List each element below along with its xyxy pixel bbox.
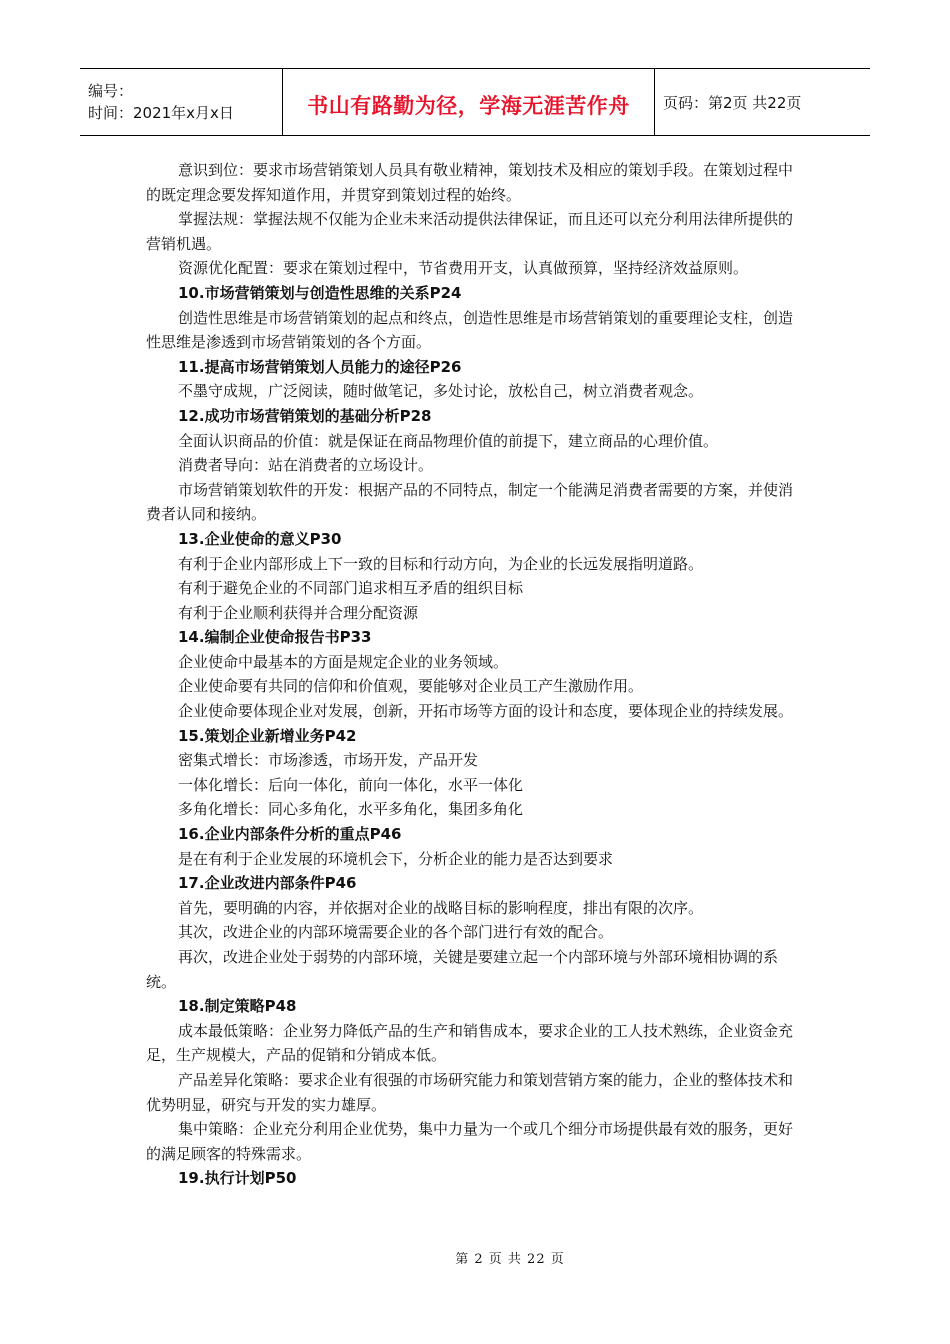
body-paragraph: 再次，改进企业处于弱势的内部环境，关键是要建立起一个内部环境与外部环境相协调的系统。 [146, 948, 779, 991]
page-info: 页码：第2页 共22页 [663, 93, 802, 112]
page-footer: 第 2 页 共 22 页 [455, 1252, 565, 1267]
body-paragraph: 产品差异化策略：要求企业有很强的市场研究能力和策划营销方案的能力，企业的整体技术和优势明显，研究与开发的实力雄厚。 [146, 1070, 794, 1114]
body-paragraph: 有利于避免企业的不同部门追求相互矛盾的组织目标 [178, 579, 524, 598]
body-paragraph: 多角化增长：同心多角化，水平多角化，集团多角化 [178, 800, 524, 819]
body-paragraph: 首先，要明确的内容，并依据对企业的战略目标的影响程度，排出有限的次序。 [178, 898, 704, 917]
body-paragraph: 集中策略：企业充分利用企业优势，集中力量为一个或几个细分市场提供最有效的服务，更好的满足顾客的特殊需求。 [146, 1120, 794, 1163]
motto: 书山有路勤为径，学海无涯苦作舟 [307, 94, 630, 118]
section-heading: 12.成功市场营销策划的基础分析P28 [178, 406, 432, 425]
body-paragraph: 意识到位：要求市场营销策划人员具有敬业精神，策划技术及相应的策划手段。在策划过程中的既定理念要发挥知道作用，并贯穿到策划过程的始终。 [146, 161, 794, 204]
section-heading: 19.执行计划P50 [178, 1169, 297, 1188]
body-paragraph: 不墨守成规，广泛阅读，随时做笔记，多处讨论，放松自己，树立消费者观念。 [178, 382, 704, 401]
body-paragraph: 成本最低策略：企业努力降低产品的生产和销售成本，要求企业的工人技术熟练，企业资金充足，生产规模大，产品的促销和分销成本低。 [146, 1021, 794, 1065]
section-heading: 17.企业改进内部条件P46 [178, 874, 357, 893]
time-label: 时间：2021年x月x日 [88, 104, 234, 122]
body-paragraph: 有利于企业内部形成上下一致的目标和行动方向，为企业的长远发展指明道路。 [178, 554, 704, 573]
body-paragraph: 是在有利于企业发展的环境机会下，分析企业的能力是否达到要求 [178, 849, 614, 868]
section-heading: 11.提高市场营销策划人员能力的途径P26 [178, 357, 462, 376]
section-heading: 13.企业使命的意义P30 [178, 529, 342, 548]
section-heading: 14.编制企业使命报告书P33 [178, 628, 372, 647]
body-paragraph: 消费者导向：站在消费者的立场设计。 [178, 456, 434, 475]
section-heading: 16.企业内部条件分析的重点P46 [178, 825, 402, 844]
body-paragraph: 资源优化配置：要求在策划过程中，节省费用开支，认真做预算，坚持经济效益原则。 [178, 259, 749, 278]
body-paragraph: 全面认识商品的价值：就是保证在商品物理价值的前提下，建立商品的心理价值。 [178, 431, 719, 450]
body-paragraph: 密集式增长：市场渗透，市场开发，产品开发 [178, 751, 479, 770]
header-page-info-cell [655, 69, 870, 135]
body-paragraph: 企业使命中最基本的方面是规定企业的业务领域。 [178, 652, 509, 671]
header-meta [80, 69, 283, 135]
header-motto-cell [283, 69, 655, 135]
body-paragraph: 企业使命要有共同的信仰和价值观，要能够对企业员工产生激励作用。 [178, 677, 644, 696]
body-paragraph: 市场营销策划软件的开发：根据产品的不同特点，制定一个能满足消费者需要的方案，并使消费者认同和接纳。 [146, 480, 794, 524]
body-paragraph: 其次，改进企业的内部环境需要企业的各个部门进行有效的配合。 [178, 923, 614, 942]
body-paragraph: 掌握法规：掌握法规不仅能为企业未来活动提供法律保证，而且还可以充分利用法律所提供的营销机遇。 [146, 210, 794, 253]
section-heading: 18.制定策略P48 [178, 997, 297, 1016]
page-header [80, 68, 870, 136]
serial-label: 编号： [88, 82, 134, 100]
body-paragraph: 创造性思维是市场营销策划的起点和终点，创造性思维是市场营销策划的重要理论支柱，创造性思维是渗透到市场营销策划的各个方面。 [146, 308, 794, 352]
section-heading: 10.市场营销策划与创造性思维的关系P24 [178, 283, 462, 302]
body-paragraph: 有利于企业顺利获得并合理分配资源 [178, 603, 419, 622]
document-body [146, 158, 806, 1191]
body-paragraph: 一体化增长：后向一体化，前向一体化，水平一体化 [178, 775, 524, 794]
body-paragraph: 企业使命要体现企业对发展，创新，开拓市场等方面的设计和态度，要体现企业的持续发展。 [178, 702, 794, 721]
section-heading: 15.策划企业新增业务P42 [178, 726, 357, 745]
